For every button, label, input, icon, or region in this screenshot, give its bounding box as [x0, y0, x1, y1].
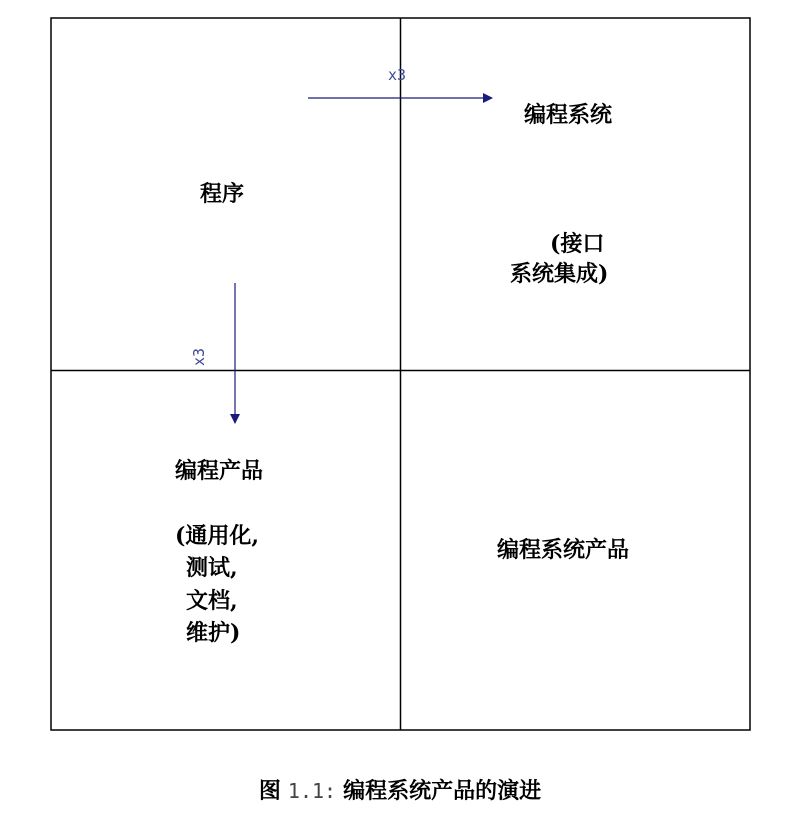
quadrant-top-right-note-line-2: 系统集成)	[510, 261, 609, 287]
quadrant-bottom-left-note-line-1: (通用化,	[175, 523, 260, 549]
quadrant-bottom-right-title: 编程系统产品	[497, 537, 630, 563]
vertical-arrow-label: x3	[190, 347, 208, 366]
figure-caption	[0, 774, 800, 809]
horizontal-arrow-label: x3	[388, 66, 407, 84]
caption-prefix: 图	[258, 778, 281, 804]
caption-number: 1.1:	[287, 779, 337, 803]
quadrant-bottom-left-title: 编程产品	[175, 458, 264, 484]
quadrant-top-right-note-line-1: (接口	[550, 231, 605, 257]
quadrant-bottom-left-note-line-4: 维护)	[186, 620, 241, 646]
quadrant-top-right-title: 编程系统	[524, 102, 613, 128]
caption-title: 编程系统产品的演进	[343, 778, 542, 804]
quadrant-bottom-left-note-line-2: 测试,	[186, 555, 238, 581]
quadrant-top-left-title: 程序	[200, 181, 245, 207]
quadrant-bottom-left-note-line-3: 文档,	[186, 588, 238, 614]
